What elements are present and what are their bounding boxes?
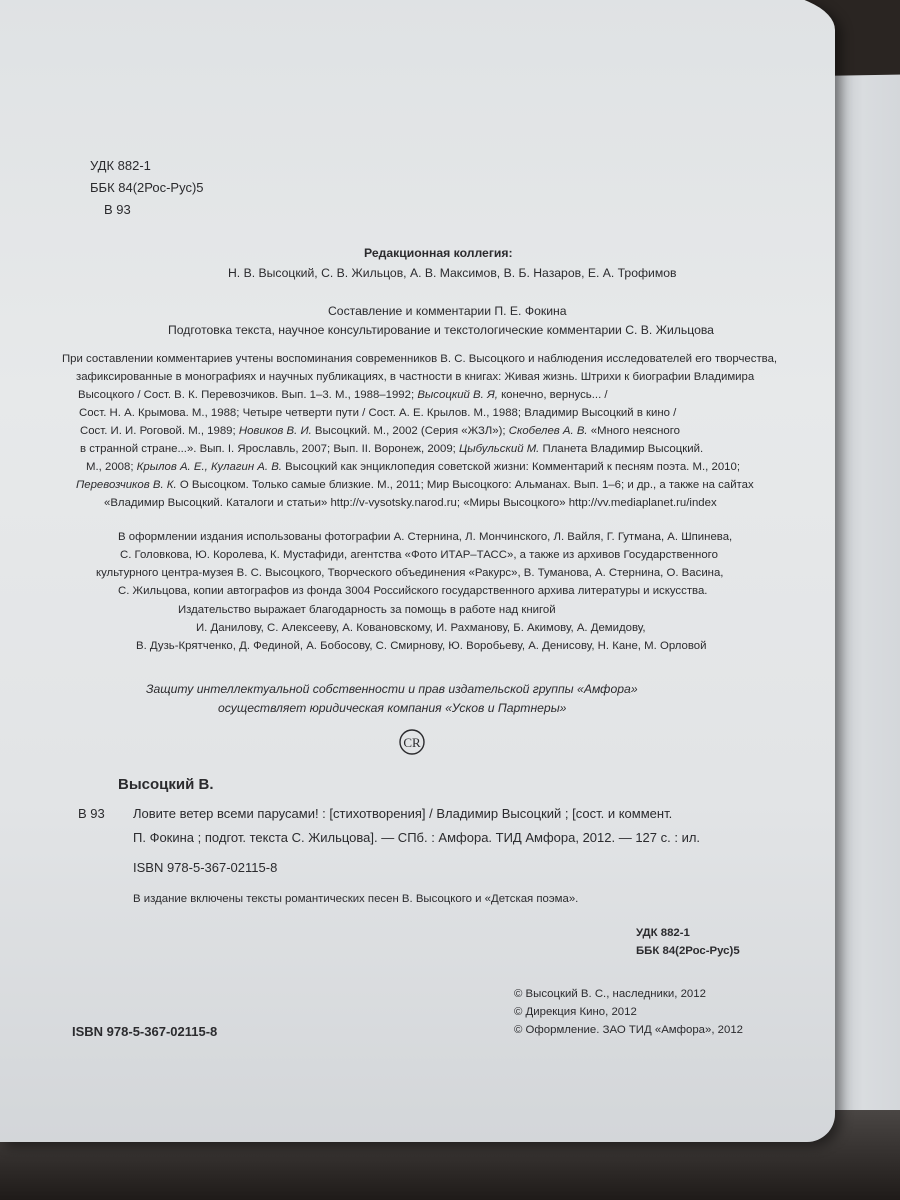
photos-line-2: С. Головкова, Ю. Королева, К. Мустафиди, агентства «Фото ИТАР–ТАСС», а также из архивов Государственного <box>120 549 718 561</box>
photos-line-1: В оформлении издания использованы фотографии А. Стернина, Л. Мончинского, Л. Вайля, Г. Гутмана, А. Шпинева, <box>118 531 733 543</box>
catalog-isbn: ISBN 978-5-367-02115-8 <box>133 860 278 875</box>
compilation-credit: Составление и комментарии П. Е. Фокина <box>328 304 567 318</box>
preparation-credit: Подготовка текста, научное консультирование и текстологические комментарии С. В. Жильцова <box>168 323 714 337</box>
catalog-udk: УДК 882-1 <box>636 927 690 939</box>
isbn-bottom: ISBN 978-5-367-02115-8 <box>72 1024 218 1039</box>
board-heading: Редакционная коллегия: <box>364 246 513 260</box>
thanks-line-1: Издательство выражает благодарность за помощь в работе над книгой <box>178 604 556 616</box>
legal-line-2: осуществляет юридическая компания «Усков и Партнеры» <box>218 701 567 715</box>
photos-line-3: культурного центра-музея В. С. Высоцкого, Творческого объединения «Ракурс», В. Туманова, А. Стернина, О. Васина, <box>96 567 724 579</box>
thanks-line-2: И. Данилову, С. Алексееву, А. Ковановскому, И. Рахманову, Б. Акимову, А. Демидову, <box>196 622 646 634</box>
sources-line-2: зафиксированные в монографиях и научных публикациях, в частности в книгах: Живая жизнь. Штрихи к биографии Владимира <box>76 371 755 383</box>
thanks-line-3: В. Дузь-Крятченко, Д. Фединой, А. Бобосову, С. Смирнову, Ю. Воробьеву, А. Денисову, Н. Кане, М. Орловой <box>136 640 707 652</box>
sources-line-1: При составлении комментариев учтены воспоминания современников В. С. Высоцкого и наблюдения исследователей его творчества, <box>62 353 778 365</box>
catalog-code: В 93 <box>78 806 105 821</box>
udk-code: УДК 882-1 <box>90 158 151 173</box>
sources-line-8: Перевозчиков В. К. О Высоцком. Только самые близкие. М., 2011; Мир Высоцкого: Альманах. Вып. 1–6; и др., а также на сайтах <box>76 479 754 491</box>
legal-line-1: Защиту интеллектуальной собственности и прав издательской группы «Амфора» <box>146 682 638 696</box>
catalog-note: В издание включены тексты романтических песен В. Высоцкого и «Детская поэма». <box>133 893 579 905</box>
sources-line-4: Сост. Н. А. Крымова. М., 1988; Четыре четверти пути / Сост. А. Е. Крылов. М., 1988; Владимир Высоцкий в кино / <box>79 407 677 419</box>
sources-line-9: «Владимир Высоцкий. Каталоги и статьи» http://v-vysotsky.narod.ru; «Миры Высоцкого» http://vv.mediaplanet.ru/index <box>104 497 717 509</box>
sources-line-6: в странной стране...». Вып. I. Ярославль, 2007; Вып. II. Воронеж, 2009; Цыбульский М. Планета Владимир Высоцкий. <box>80 443 704 455</box>
copyright-line-1: © Высоцкий В. С., наследники, 2012 <box>514 988 706 1000</box>
board-members: Н. В. Высоцкий, С. В. Жильцов, А. В. Максимов, В. Б. Назаров, Е. А. Трофимов <box>228 266 677 280</box>
photos-line-4: С. Жильцова, копии автографов из фонда 3004 Российского государственного архива литературы и искусства. <box>118 585 708 597</box>
logo-letters: CR <box>403 735 421 750</box>
sources-line-5: Сост. И. И. Роговой. М., 1989; Новиков В. И. Высоцкий. М., 2002 (Серия «ЖЗЛ»); Скобелев А. В. «Много неясного <box>80 425 680 437</box>
copyright-line-3: © Оформление. ЗАО ТИД «Амфора», 2012 <box>514 1024 744 1036</box>
bbk-code: ББК 84(2Рос-Рус)5 <box>90 180 204 195</box>
catalog-bbk: ББК 84(2Рос-Рус)5 <box>636 945 740 957</box>
catalog-description-2: П. Фокина ; подгот. текста С. Жильцова]. — СПб. : Амфора. ТИД Амфора, 2012. — 127 с. : ил. <box>133 830 701 845</box>
author-mark: В 93 <box>104 202 131 217</box>
sources-line-7: М., 2008; Крылов А. Е., Кулагин А. В. Высоцкий как энциклопедия советской жизни: Комментарий к песням поэта. М., 2010; <box>86 461 740 473</box>
copyright-law-firm-logo <box>398 728 426 756</box>
catalog-description-1: Ловите ветер всеми парусами! : [стихотворения] / Владимир Высоцкий ; [сост. и коммент. <box>133 806 673 821</box>
catalog-author: Высоцкий В. <box>118 776 214 793</box>
sources-line-3: Высоцкого / Сост. В. К. Перевозчиков. Вып. 1–3. М., 1988–1992; Высоцкий В. Я, конечно, вернусь... / <box>78 389 608 401</box>
copyright-line-2: © Дирекция Кино, 2012 <box>514 1006 637 1018</box>
